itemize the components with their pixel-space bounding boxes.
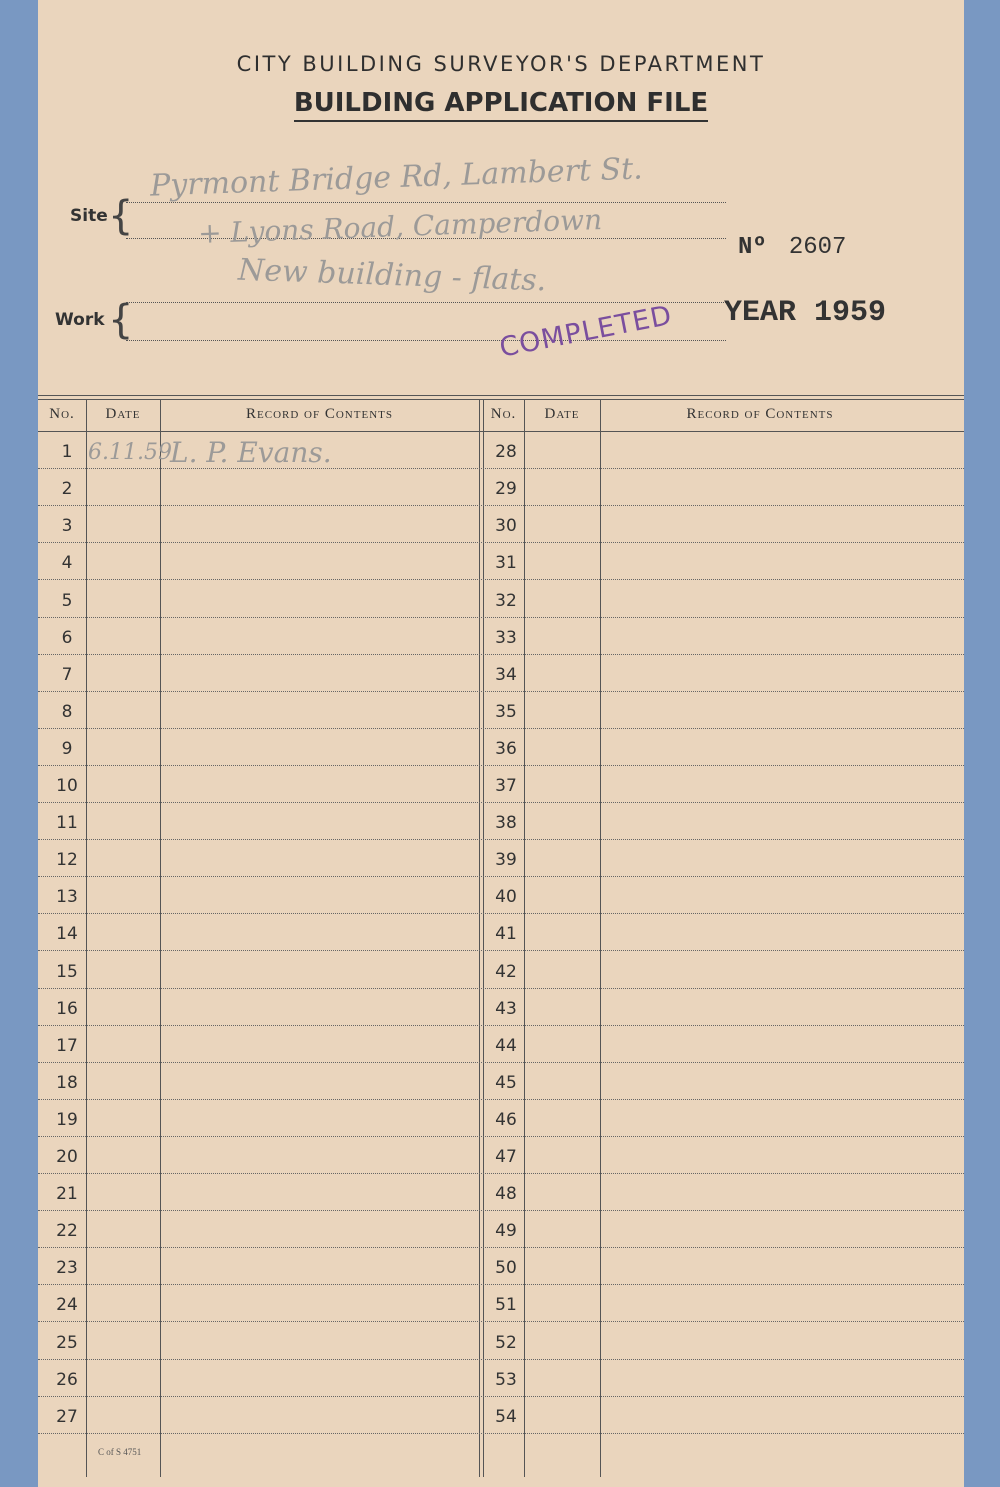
col-divider-right-date [600,399,601,1477]
row-number-left: 8 [61,702,73,722]
row-rule [38,691,964,692]
row-number-right: 34 [495,665,517,685]
row-rule [38,579,964,580]
row-rule [38,617,964,618]
row-number-left: 12 [56,850,78,870]
entry-1-record: L. P. Evans. [170,436,332,469]
row-number-right: 30 [495,516,517,536]
table-header-rule [38,431,964,432]
row-number-right: 42 [495,962,517,982]
row-number-right: 45 [495,1073,517,1093]
row-number-left: 3 [61,516,73,536]
site-handwriting-line2: + Lyons Road, Camperdown [197,202,603,251]
row-number-left: 24 [56,1295,78,1315]
header-no-left: No. [49,406,75,422]
row-number-left: 16 [56,999,78,1019]
work-line-1 [126,302,726,303]
header-date-right: Date [544,406,580,422]
row-number-right: 31 [495,553,517,573]
file-title-text: BUILDING APPLICATION FILE [294,88,708,122]
site-line-1 [126,202,726,203]
row-number-left: 11 [56,813,78,833]
row-number-left: 18 [56,1073,78,1093]
row-number-left: 9 [61,739,73,759]
row-rule [38,1359,964,1360]
row-number-right: 41 [495,924,517,944]
table-top-rule [38,395,964,396]
row-rule [38,1321,964,1322]
row-number-left: 6 [61,628,73,648]
file-number-value: 2607 [788,234,847,261]
row-rule [38,1284,964,1285]
row-rule [38,1136,964,1137]
row-number-right: 48 [495,1184,517,1204]
row-number-right: 37 [495,776,517,796]
row-number-right: 43 [495,999,517,1019]
header-record-right: Record of Contents [686,406,834,422]
row-number-right: 39 [495,850,517,870]
file-cover-page [38,0,964,1487]
row-number-right: 47 [495,1147,517,1167]
row-number-right: 40 [495,887,517,907]
row-number-left: 23 [56,1258,78,1278]
printer-mark: C of S 4751 [98,1447,142,1457]
row-rule [38,1210,964,1211]
row-number-left: 25 [56,1333,78,1353]
row-rule [38,1062,964,1063]
work-label: Work [55,310,105,330]
row-number-left: 4 [61,553,73,573]
site-brace: { [108,193,134,239]
row-rule [38,950,964,951]
row-number-left: 14 [56,924,78,944]
folder-cover-right [960,0,1000,1487]
row-rule [38,1173,964,1174]
row-rule [38,876,964,877]
site-handwriting-line1: Pyrmont Bridge Rd, Lambert St. [149,151,644,204]
completed-stamp: COMPLETED [497,299,675,364]
row-number-right: 29 [495,479,517,499]
row-rule [38,802,964,803]
row-number-right: 49 [495,1221,517,1241]
row-number-left: 15 [56,962,78,982]
row-rule [38,542,964,543]
row-number-left: 27 [56,1407,78,1427]
row-number-left: 26 [56,1370,78,1390]
file-number [738,234,846,261]
row-number-right: 54 [495,1407,517,1427]
row-number-left: 19 [56,1110,78,1130]
col-divider-left-date [160,399,161,1477]
header-no-right: No. [490,406,517,422]
row-number-left: 2 [61,479,73,499]
row-number-right: 36 [495,739,517,759]
row-number-right: 51 [495,1295,517,1315]
row-number-right: 32 [495,591,517,611]
entry-1-date: 6.11.59 [88,440,172,465]
folder-cover-left [0,0,40,1487]
row-rule [38,1396,964,1397]
row-number-left: 17 [56,1036,78,1056]
row-number-right: 35 [495,702,517,722]
row-rule [38,728,964,729]
department-heading: CITY BUILDING SURVEYOR'S DEPARTMENT [236,52,766,76]
row-number-right: 44 [495,1036,517,1056]
row-number-left: 5 [61,591,73,611]
work-brace: { [108,297,134,343]
row-rule [38,765,964,766]
row-number-left: 1 [61,442,73,462]
row-number-right: 28 [495,442,517,462]
row-rule [38,505,964,506]
row-number-left: 21 [56,1184,78,1204]
site-label: Site [70,206,108,226]
header-record-left: Record of Contents [246,406,393,422]
row-rule [38,839,964,840]
row-rule [38,1433,964,1434]
row-rule [38,1099,964,1100]
row-number-right: 50 [495,1258,517,1278]
row-number-left: 20 [56,1147,78,1167]
file-title [38,88,964,118]
row-number-left: 22 [56,1221,78,1241]
row-number-left: 7 [61,665,73,685]
work-line-2 [126,340,726,341]
row-rule [38,654,964,655]
row-number-left: 10 [56,776,78,796]
row-number-right: 46 [495,1110,517,1130]
row-rule [38,913,964,914]
table-top-rule-inner [38,399,964,400]
row-number-right: 52 [495,1333,517,1353]
col-divider-middle-a [479,399,480,1477]
row-number-right: 53 [495,1370,517,1390]
row-number-right: 33 [495,628,517,648]
header-date-left: Date [105,406,141,422]
file-number-label: Nº [738,234,767,261]
row-number-left: 13 [56,887,78,907]
row-rule [38,988,964,989]
file-year: YEAR 1959 [724,296,887,330]
row-rule [38,1247,964,1248]
row-rule [38,1025,964,1026]
work-handwriting: New building - flats. [237,252,547,299]
row-number-right: 38 [495,813,517,833]
